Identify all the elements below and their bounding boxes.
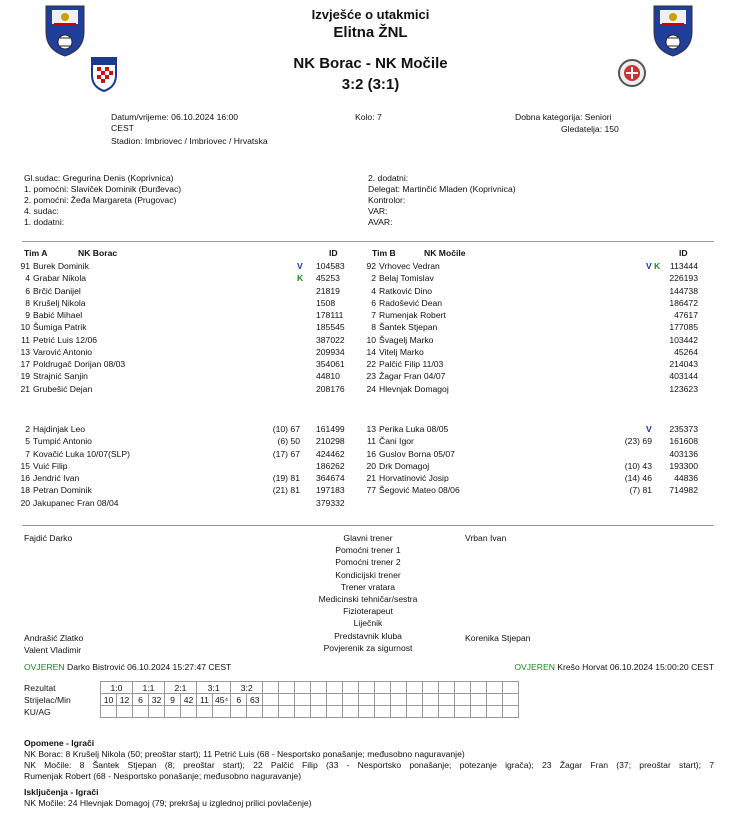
divider bbox=[22, 525, 714, 526]
player-name: Babić Mihael bbox=[33, 310, 83, 320]
player-id: 364674 bbox=[316, 473, 345, 483]
empty-cell bbox=[423, 706, 439, 718]
player-id: 161499 bbox=[316, 424, 345, 434]
empty-cell bbox=[455, 694, 471, 706]
player-number: 15 bbox=[20, 460, 30, 471]
report-title: Izvješće o utakmici bbox=[311, 7, 430, 22]
match-datetime: Datum/vrijeme: 06.10.2024 16:00 bbox=[111, 112, 239, 122]
player-number: 13 bbox=[366, 424, 376, 434]
official-line: Gl.sudac: Gregurina Denis (Koprivnica) bbox=[24, 173, 174, 183]
player-name: Varović Antonio bbox=[33, 346, 93, 357]
player-name: Jakupanec Fran 08/04 bbox=[33, 497, 119, 508]
player-id: 208176 bbox=[316, 383, 345, 394]
player-number: 21 bbox=[20, 383, 30, 394]
substitution-info: (6) 50 bbox=[277, 436, 300, 447]
result-grid bbox=[100, 681, 519, 718]
empty-cell bbox=[263, 682, 279, 694]
player-number: 9 bbox=[25, 310, 30, 320]
scorer-cell: 6 bbox=[133, 694, 149, 706]
empty-cell bbox=[359, 694, 375, 706]
scorer-cell: 63 bbox=[247, 694, 263, 706]
player-name: Brčić Danijel bbox=[33, 285, 81, 296]
empty-cell bbox=[197, 706, 213, 718]
score-cell: 2:1 bbox=[165, 682, 197, 694]
player-id: 235373 bbox=[669, 424, 698, 434]
match-timezone: CEST bbox=[111, 123, 134, 133]
staff-right-club-rep: Korenika Stjepan bbox=[465, 633, 531, 643]
player-id: 113444 bbox=[669, 261, 698, 271]
match-title: NK Borac - NK Močile bbox=[293, 55, 448, 72]
empty-cell bbox=[343, 682, 359, 694]
player-name: Šumiga Patrik bbox=[33, 322, 87, 333]
player-id: 354061 bbox=[316, 359, 345, 369]
empty-cell bbox=[295, 706, 311, 718]
substitution-info: (23) 69 bbox=[624, 436, 652, 447]
empty-cell bbox=[359, 706, 375, 718]
player-id: 714982 bbox=[669, 485, 698, 496]
team-a-id-header: ID bbox=[329, 248, 338, 258]
player-name: Švagelj Marko bbox=[379, 334, 434, 345]
player-number: 77 bbox=[366, 485, 376, 496]
player-name: Burek Dominik bbox=[33, 261, 89, 271]
player-number: 7 bbox=[25, 448, 30, 459]
player-id: 178111 bbox=[316, 310, 344, 320]
empty-cell bbox=[407, 706, 423, 718]
staff-member: Andrašić Zlatko bbox=[24, 632, 84, 643]
official-line: 1. pomoćni: Slaviček Dominik (Đurđevac) bbox=[24, 184, 182, 194]
staff-role: Predstavnik kluba bbox=[334, 630, 402, 641]
match-score: 3:2 (3:1) bbox=[341, 76, 400, 93]
scorer-cell: 42 bbox=[181, 694, 197, 706]
empty-cell bbox=[439, 706, 455, 718]
player-name: Horvatinović Josip bbox=[379, 473, 449, 483]
player-id: 45253 bbox=[316, 273, 340, 284]
player-name: Kovačić Luka 10/07(SLP) bbox=[33, 448, 130, 459]
team-a-label: Tim A bbox=[24, 248, 48, 258]
player-name: Petran Dominik bbox=[33, 485, 92, 496]
team-a-name: NK Borac bbox=[78, 248, 118, 258]
grid-label-result: Rezultat bbox=[24, 683, 56, 693]
player-id: 1508 bbox=[316, 297, 336, 308]
empty-cell bbox=[343, 694, 359, 706]
player-name: Hajdinjak Leo bbox=[33, 424, 86, 434]
staff-role: Fizioterapeut bbox=[343, 606, 393, 617]
warning-line: NK Borac: 8 Krušelj Nikola (50; preoštar start); 11 Petrić Luis (68 - Nesportsko ponašanje; međusobno naguravanje) bbox=[24, 749, 465, 759]
substitution-info: (21) 81 bbox=[272, 485, 300, 496]
player-number: 7 bbox=[371, 310, 376, 320]
team-b-name: NK Močile bbox=[424, 248, 466, 258]
substitution-info: (10) 67 bbox=[272, 424, 300, 434]
player-number: 6 bbox=[25, 285, 30, 296]
player-name: Strajnić Sanjin bbox=[33, 371, 88, 382]
age-category: Dobna kategorija: Seniori bbox=[515, 112, 612, 122]
player-id: 123623 bbox=[669, 383, 698, 394]
player-number: 22 bbox=[366, 359, 376, 369]
expulsion-line: NK Močile: 24 Hlevnjak Domagoj (79; prekršaj u izglednoj prilici povlačenje) bbox=[24, 798, 312, 808]
empty-cell bbox=[391, 706, 407, 718]
player-name: Šantek Stjepan bbox=[379, 322, 438, 333]
empty-cell bbox=[343, 706, 359, 718]
player-id: 45264 bbox=[674, 346, 698, 357]
player-name: Žagar Fran 04/07 bbox=[379, 371, 446, 382]
divider bbox=[22, 241, 714, 242]
player-number: 13 bbox=[20, 346, 30, 357]
player-id: 197183 bbox=[316, 485, 345, 496]
player-name: Palčić Filip 11/03 bbox=[379, 359, 444, 369]
goalkeeper-mark: V bbox=[646, 261, 652, 271]
player-number: 24 bbox=[366, 383, 376, 394]
verified-by: Krešo Horvat 06.10.2024 15:00:20 CEST bbox=[557, 662, 714, 672]
empty-cell bbox=[471, 706, 487, 718]
official-line: 4. sudac: bbox=[24, 206, 59, 216]
scorer-cell: 45⁴ bbox=[213, 694, 231, 706]
empty-cell bbox=[455, 682, 471, 694]
empty-cell bbox=[327, 694, 343, 706]
verified-tag: OVJEREN bbox=[24, 662, 65, 672]
empty-cell bbox=[375, 706, 391, 718]
player-id: 403136 bbox=[669, 448, 698, 459]
empty-cell bbox=[487, 694, 503, 706]
captain-mark: K bbox=[654, 261, 661, 271]
player-id: 186262 bbox=[316, 460, 345, 471]
player-id: 379332 bbox=[316, 497, 345, 508]
expulsions-title: Isključenja - Igrači bbox=[24, 787, 99, 797]
player-number: 10 bbox=[20, 322, 30, 333]
player-number: 18 bbox=[20, 485, 30, 496]
team-b-label: Tim B bbox=[372, 248, 396, 258]
player-name: Poldrugač Dorijan 08/03 bbox=[33, 359, 126, 369]
player-number: 10 bbox=[366, 334, 376, 345]
empty-cell bbox=[165, 706, 181, 718]
player-id: 226193 bbox=[669, 273, 698, 284]
scorer-cell: 12 bbox=[117, 694, 133, 706]
score-cell: 3:1 bbox=[197, 682, 231, 694]
player-id: 44810 bbox=[316, 371, 340, 382]
empty-cell bbox=[391, 682, 407, 694]
substitution-info: (17) 67 bbox=[272, 448, 300, 459]
player-name: Vuić Filip bbox=[33, 460, 68, 471]
empty-cell bbox=[439, 682, 455, 694]
empty-cell bbox=[311, 706, 327, 718]
player-name: Perika Luka 08/05 bbox=[379, 424, 449, 434]
empty-cell bbox=[295, 682, 311, 694]
staff-role: Pomoćni trener 2 bbox=[335, 557, 401, 568]
staff-role: Kondicijski trener bbox=[335, 569, 401, 580]
player-name: Belaj Tomislav bbox=[379, 273, 434, 284]
player-name: Guslov Borna 05/07 bbox=[379, 448, 455, 459]
player-id: 186472 bbox=[669, 297, 698, 308]
player-number: 8 bbox=[25, 297, 30, 308]
player-id: 44836 bbox=[674, 473, 698, 483]
empty-cell bbox=[295, 694, 311, 706]
verify-right bbox=[514, 662, 714, 672]
empty-cell bbox=[487, 706, 503, 718]
empty-cell bbox=[311, 682, 327, 694]
match-round: Kolo: 7 bbox=[355, 112, 382, 122]
empty-cell bbox=[471, 694, 487, 706]
player-number: 5 bbox=[25, 436, 30, 447]
player-name: Drk Domagoj bbox=[379, 460, 430, 471]
empty-cell bbox=[263, 694, 279, 706]
player-number: 17 bbox=[20, 359, 30, 369]
player-name: Grabar Nikola bbox=[33, 273, 87, 284]
player-number: 8 bbox=[371, 322, 376, 333]
substitution-info: (14) 46 bbox=[624, 473, 652, 483]
player-number: 20 bbox=[366, 460, 376, 471]
player-number: 2 bbox=[25, 424, 30, 434]
player-number: 19 bbox=[20, 371, 30, 382]
score-cell: 3:2 bbox=[231, 682, 263, 694]
player-id: 209934 bbox=[316, 346, 345, 357]
player-id: 161608 bbox=[669, 436, 698, 447]
staff-role: Pomoćni trener 1 bbox=[335, 545, 401, 556]
official-line: 1. dodatni: bbox=[24, 217, 65, 227]
player-id: 21819 bbox=[316, 285, 340, 296]
player-number: 20 bbox=[20, 497, 30, 508]
warning-line: Rumenjak Robert (68 - Nesportsko ponašanje; međusobno naguravanje) bbox=[24, 771, 302, 781]
warning-line: NK Močile: 8 Šantek Stjepan (8; preoštar start); 22 Palčić Filip (33 - Nesportsko ponašanje; potezanje igrača); 23 Žagar Fran (37; preoštar start); 7 bbox=[24, 760, 714, 770]
empty-cell bbox=[279, 706, 295, 718]
player-id: 47617 bbox=[674, 310, 698, 320]
player-name: Krušelj Nikola bbox=[33, 297, 86, 308]
empty-cell bbox=[375, 682, 391, 694]
player-id: 185545 bbox=[316, 322, 345, 333]
empty-cell bbox=[471, 682, 487, 694]
score-cell: 1:1 bbox=[133, 682, 165, 694]
player-id: 104583 bbox=[316, 261, 345, 271]
empty-cell bbox=[391, 694, 407, 706]
player-name: Radošević Dean bbox=[379, 297, 443, 308]
player-number: 91 bbox=[20, 261, 30, 271]
verified-by: Darko Bistrović 06.10.2024 15:27:47 CEST bbox=[66, 662, 232, 672]
player-name: Tumpić Antonio bbox=[33, 436, 92, 447]
staff-role: Trener vratara bbox=[340, 581, 396, 592]
substitution-info: (7) 81 bbox=[629, 485, 652, 496]
empty-cell bbox=[503, 706, 519, 718]
empty-cell bbox=[455, 706, 471, 718]
official-line: Kontrolor: bbox=[368, 195, 406, 205]
match-stadium: Stadion: Imbriovec / Imbriovec / Hrvatska bbox=[111, 136, 268, 146]
empty-cell bbox=[503, 682, 519, 694]
player-number: 4 bbox=[25, 273, 30, 284]
empty-cell bbox=[213, 706, 231, 718]
empty-cell bbox=[407, 694, 423, 706]
player-id: 144738 bbox=[669, 285, 698, 296]
player-number: 23 bbox=[366, 371, 376, 382]
substitution-info: (10) 43 bbox=[624, 460, 652, 471]
player-name: Šegović Mateo 08/06 bbox=[379, 485, 460, 496]
substitution-info: (19) 81 bbox=[272, 473, 300, 483]
player-number: 92 bbox=[366, 261, 376, 271]
empty-cell bbox=[423, 694, 439, 706]
official-line: 2. pomoćni: Žeđa Margareta (Prugovac) bbox=[24, 195, 177, 205]
staff-role: Liječnik bbox=[353, 618, 383, 629]
official-line: Delegat: Martinčić Mladen (Koprivnica) bbox=[368, 184, 516, 194]
official-line: VAR: bbox=[368, 206, 388, 216]
player-name: Petrić Luis 12/06 bbox=[33, 334, 98, 345]
player-name: Grubešić Dejan bbox=[33, 383, 93, 394]
player-name: Vitelj Marko bbox=[379, 346, 424, 357]
score-cell: 1:0 bbox=[101, 682, 133, 694]
grid-label-kuag: KU/AG bbox=[24, 707, 51, 717]
player-name: Rumenjak Robert bbox=[379, 310, 446, 320]
player-number: 16 bbox=[366, 448, 376, 459]
empty-cell bbox=[423, 682, 439, 694]
player-number: 21 bbox=[366, 473, 376, 483]
empty-cell bbox=[407, 682, 423, 694]
scorer-cell: 11 bbox=[197, 694, 213, 706]
scorer-cell: 6 bbox=[231, 694, 247, 706]
player-id: 387022 bbox=[316, 334, 345, 345]
empty-cell bbox=[263, 706, 279, 718]
player-number: 6 bbox=[371, 297, 376, 308]
player-number: 2 bbox=[371, 273, 376, 284]
player-name: Hlevnjak Domagoj bbox=[379, 383, 449, 394]
empty-cell bbox=[327, 682, 343, 694]
goalkeeper-mark: V bbox=[297, 261, 303, 271]
staff-member: Fajdić Darko bbox=[24, 533, 73, 543]
empty-cell bbox=[279, 682, 295, 694]
warnings-title: Opomene - Igrači bbox=[24, 738, 95, 748]
staff-role: Medicinski tehničar/sestra bbox=[318, 594, 418, 604]
player-name: Ratković Dino bbox=[379, 285, 433, 296]
staff-role: Glavni trener bbox=[343, 533, 393, 543]
player-number: 11 bbox=[21, 334, 30, 345]
official-line: 2. dodatni: bbox=[368, 173, 409, 183]
scorer-cell: 10 bbox=[101, 694, 117, 706]
player-id: 403144 bbox=[669, 371, 698, 382]
empty-cell bbox=[117, 706, 133, 718]
goalkeeper-mark: V bbox=[646, 424, 652, 434]
empty-cell bbox=[247, 706, 263, 718]
player-number: 14 bbox=[366, 346, 376, 357]
team-b-id-header: ID bbox=[679, 248, 688, 258]
player-id: 214043 bbox=[669, 359, 698, 369]
staff-role: Povjerenik za sigurnost bbox=[323, 642, 413, 653]
player-number: 11 bbox=[367, 436, 376, 447]
staff-member: Valent Vladimir bbox=[24, 645, 82, 655]
player-id: 103442 bbox=[669, 334, 698, 345]
staff-right-head-coach: Vrban Ivan bbox=[465, 533, 507, 543]
grid-label-scorer: Strijelac/Min bbox=[24, 695, 71, 705]
empty-cell bbox=[327, 706, 343, 718]
scorer-cell: 32 bbox=[149, 694, 165, 706]
player-name: Vrhovec Vedran bbox=[379, 261, 440, 271]
official-line: AVAR: bbox=[368, 217, 393, 227]
player-id: 177085 bbox=[669, 322, 698, 333]
spectators: Gledatelja: 150 bbox=[561, 124, 619, 134]
captain-mark: K bbox=[297, 273, 304, 284]
player-number: 16 bbox=[20, 473, 30, 483]
competition-name: Elitna ŽNL bbox=[333, 24, 408, 41]
empty-cell bbox=[149, 706, 165, 718]
player-name: Čani Igor bbox=[379, 436, 414, 447]
player-name: Jendrić Ivan bbox=[33, 473, 80, 483]
empty-cell bbox=[133, 706, 149, 718]
empty-cell bbox=[181, 706, 197, 718]
empty-cell bbox=[439, 694, 455, 706]
empty-cell bbox=[375, 694, 391, 706]
empty-cell bbox=[503, 694, 519, 706]
empty-cell bbox=[279, 694, 295, 706]
player-number: 4 bbox=[371, 285, 376, 296]
player-id: 193300 bbox=[669, 460, 698, 471]
scorer-cell: 9 bbox=[165, 694, 181, 706]
empty-cell bbox=[231, 706, 247, 718]
empty-cell bbox=[101, 706, 117, 718]
player-id: 424462 bbox=[316, 448, 345, 459]
empty-cell bbox=[487, 682, 503, 694]
empty-cell bbox=[359, 682, 375, 694]
player-id: 210298 bbox=[316, 436, 345, 447]
verify-left bbox=[24, 662, 231, 672]
empty-cell bbox=[311, 694, 327, 706]
verified-tag: OVJEREN bbox=[514, 662, 555, 672]
